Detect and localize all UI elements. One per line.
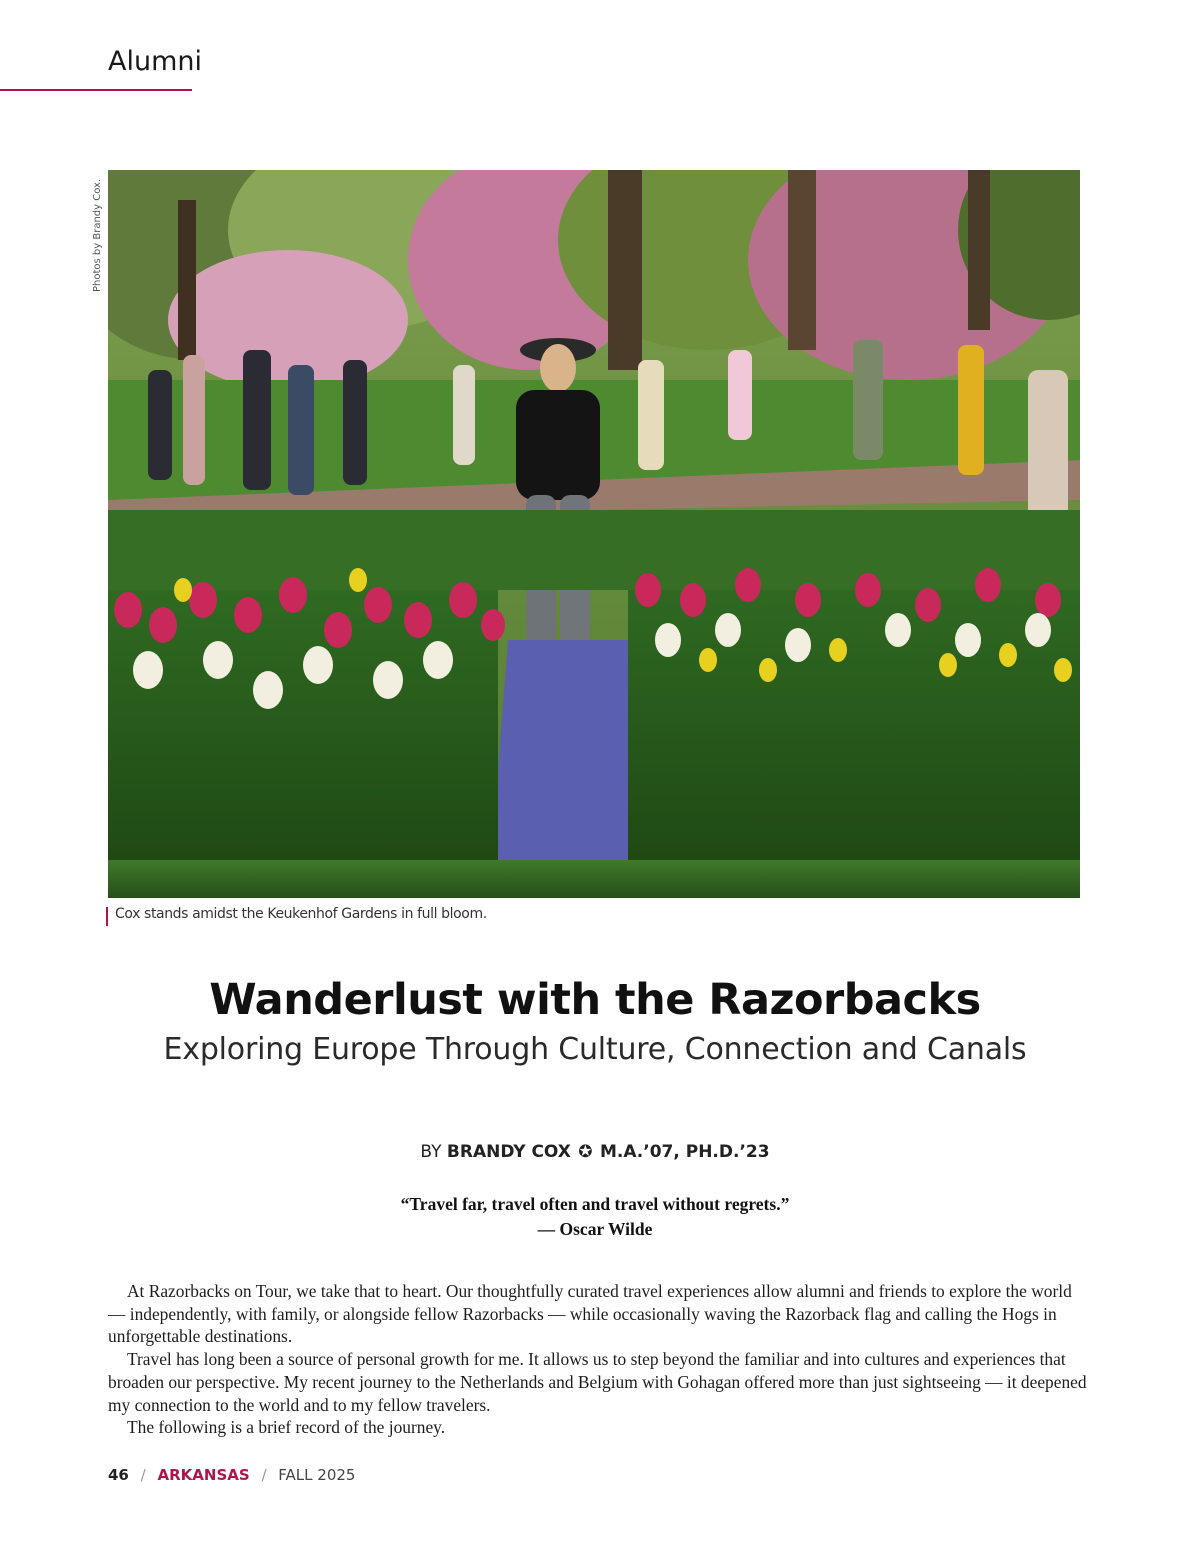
alumni-star-icon: ✪ bbox=[578, 1142, 593, 1162]
article-title: Wanderlust with the Razorbacks bbox=[209, 975, 981, 1025]
article-body bbox=[108, 1280, 1088, 1439]
byline-prefix: BY bbox=[420, 1142, 442, 1162]
issue-label: FALL 2025 bbox=[278, 1466, 356, 1484]
body-paragraph: The following is a brief record of the journey. bbox=[127, 1417, 446, 1438]
body-paragraph: Travel has long been a source of personal growth for me. It allows us to step beyond the familiar and into cultures and experiences that broaden our perspective. My recent journey to the Netherlands and Belgium with Gohagan offered more than just sightseeing — it deepened my connection to the world and to my fellow travelers. bbox=[108, 1349, 1087, 1415]
garden-photo bbox=[108, 170, 1080, 898]
page-footer bbox=[108, 1466, 355, 1484]
body-paragraph: At Razorbacks on Tour, we take that to heart. Our thoughtfully curated travel experiences allow alumni and friends to explore the world — independently, with family, or alongside fellow Razorbacks — while occasionally waving the Razorback flag and calling the Hogs in unforgettable destinations. bbox=[108, 1281, 1072, 1347]
byline bbox=[0, 1142, 1190, 1162]
footer-separator: / bbox=[261, 1466, 267, 1484]
garden-photo-illustration bbox=[108, 170, 1080, 898]
section-label: Alumni bbox=[108, 46, 202, 77]
section-rule bbox=[0, 89, 192, 91]
byline-degrees: M.A.’07, PH.D.’23 bbox=[599, 1142, 770, 1162]
page-number: 46 bbox=[108, 1466, 129, 1484]
epigraph-author: — Oscar Wilde bbox=[537, 1219, 653, 1239]
footer-separator: / bbox=[140, 1466, 146, 1484]
photo-credit: Photos by Brandy Cox. bbox=[92, 178, 103, 292]
caption-accent-bar bbox=[106, 907, 108, 926]
article-subtitle: Exploring Europe Through Culture, Connection and Canals bbox=[163, 1032, 1027, 1067]
photo-caption: Cox stands amidst the Keukenhof Gardens in full bloom. bbox=[115, 906, 487, 922]
magazine-name: ARKANSAS bbox=[157, 1466, 250, 1484]
epigraph-text: “Travel far, travel often and travel without regrets.” bbox=[400, 1194, 790, 1214]
epigraph bbox=[0, 1192, 1190, 1242]
byline-author: BRANDY COX bbox=[446, 1142, 571, 1162]
